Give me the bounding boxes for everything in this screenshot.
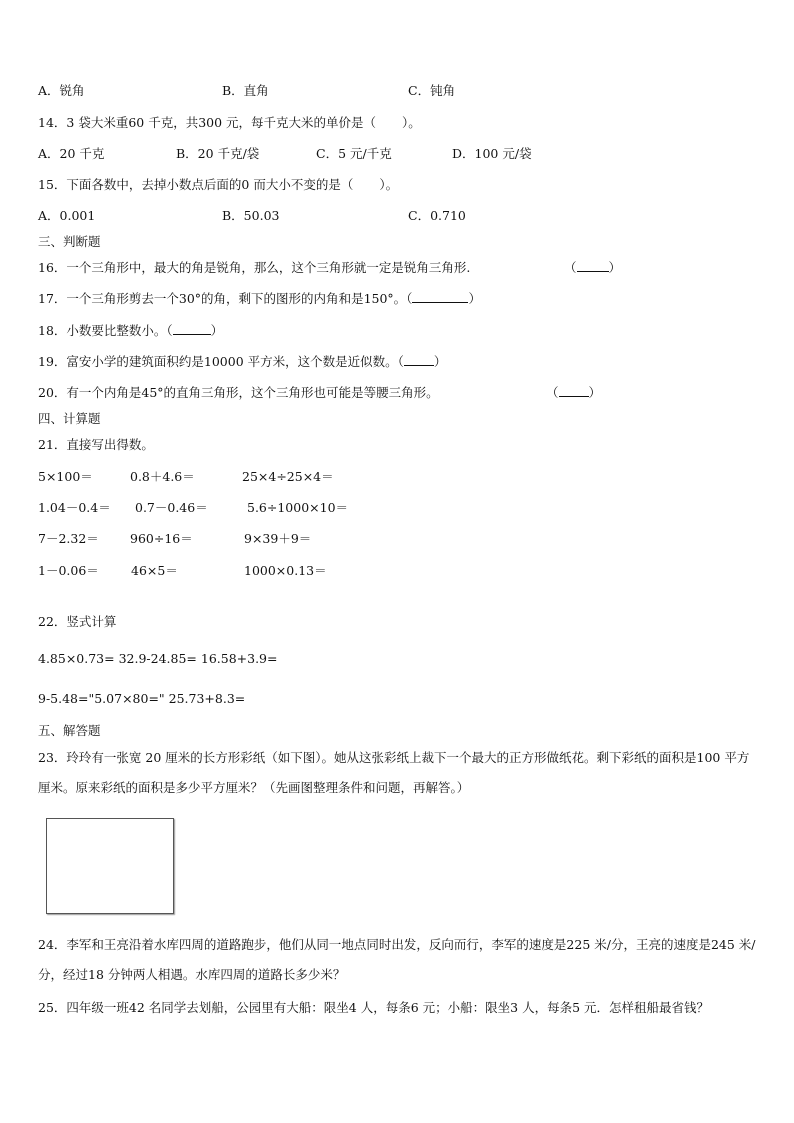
- q15-option-a: A．0.001: [38, 208, 96, 223]
- q19-answer-blank[interactable]: [404, 353, 434, 366]
- q21-r2-c2: 0.7－0.46＝: [135, 500, 208, 515]
- q21-r4-c3: 1000×0.13＝: [244, 563, 327, 578]
- q15-option-c: C．0.710: [408, 208, 466, 223]
- q15-option-b: B．50.03: [222, 208, 280, 223]
- q16: 16．一个三角形中，最大的角是锐角，那么，这个三角形就一定是锐角三角形.: [38, 260, 471, 275]
- q25: 25．四年级一班42 名同学去划船，公园里有大船：限坐4 人，每条6 元；小船：限坐3 人，每条5 元．怎样租船最省钱？: [38, 1000, 709, 1015]
- q21-r1-c1: 5×100＝: [38, 469, 93, 484]
- q22-line-2: 9-5.48="5.07×80=" 25.73+8.3=: [38, 691, 246, 706]
- q21-r1-c2: 0.8＋4.6＝: [130, 469, 195, 484]
- section-5-heading: 五、解答题: [38, 723, 101, 738]
- q24: 24．李军和王亮沿着水库四周的道路跑步，他们从同一地点同时出发，反向而行，李军的速度是225 米/分，王亮的速度是245 米/分，经过18 分钟两人相遇。水库四周的道路长多少米？: [38, 937, 756, 982]
- q21-r3-c3: 9×39＋9＝: [244, 531, 312, 546]
- q13-option-a: A．锐角: [38, 83, 85, 98]
- section-4-heading: 四、计算题: [38, 411, 101, 426]
- q21-r3-c2: 960÷16＝: [130, 531, 193, 546]
- q13-option-b: B．直角: [222, 83, 269, 98]
- q14-option-a: A．20 千克: [38, 146, 105, 161]
- q18-answer-blank[interactable]: [173, 322, 211, 335]
- q14-stem: 14．3 袋大米重60 千克，共300 元，每千克大米的单价是（ ）。: [38, 115, 421, 130]
- q17-answer-blank[interactable]: [412, 290, 468, 303]
- q23: 23．玲玲有一张宽 20 厘米的长方形彩纸（如下图）。她从这张彩纸上裁下一个最大的正方形做纸花。剩下彩纸的面积是100 平方厘米。原来彩纸的面积是多少平方厘米？（先画图整理条件和问题，再解答。）: [38, 750, 750, 795]
- q14-option-d: D．100 元/袋: [452, 146, 532, 161]
- q20: 20．有一个内角是45°的直角三角形，这个三角形也可能是等腰三角形。: [38, 385, 439, 400]
- q21-r2-c3: 5.6÷1000×10＝: [247, 500, 349, 515]
- q18: 18．小数要比整数小。（ ）: [38, 323, 224, 338]
- q16-answer-blank[interactable]: （ ）: [564, 260, 622, 275]
- q21-r4-c2: 46×5＝: [131, 563, 178, 578]
- q21-title: 21．直接写出得数。: [38, 437, 154, 452]
- q22-title: 22．竖式计算: [38, 614, 117, 629]
- q17: 17．一个三角形剪去一个30°的角，剩下的图形的内角和是150°。（ ）: [38, 291, 481, 306]
- q15-stem: 15．下面各数中，去掉小数点后面的0 而大小不变的是（ ）。: [38, 177, 399, 192]
- q13-option-c: C．钝角: [408, 83, 456, 98]
- q14-option-c: C．5 元/千克: [316, 146, 392, 161]
- q21-r3-c1: 7－2.32＝: [38, 531, 99, 546]
- q19: 19．富安小学的建筑面积约是10000 平方米，这个数是近似数。（ ）: [38, 354, 447, 369]
- section-3-heading: 三、判断题: [38, 234, 101, 249]
- q20-answer-blank[interactable]: （ ）: [546, 385, 602, 400]
- q21-r2-c1: 1.04－0.4＝: [38, 500, 111, 515]
- q14-option-b: B．20 千克/袋: [176, 146, 260, 161]
- q21-r4-c1: 1－0.06＝: [38, 563, 99, 578]
- q21-r1-c3: 25×4÷25×4＝: [242, 469, 334, 484]
- q22-line-1: 4.85×0.73= 32.9-24.85= 16.58+3.9=: [38, 651, 278, 666]
- q23-rectangle-figure: [46, 818, 174, 914]
